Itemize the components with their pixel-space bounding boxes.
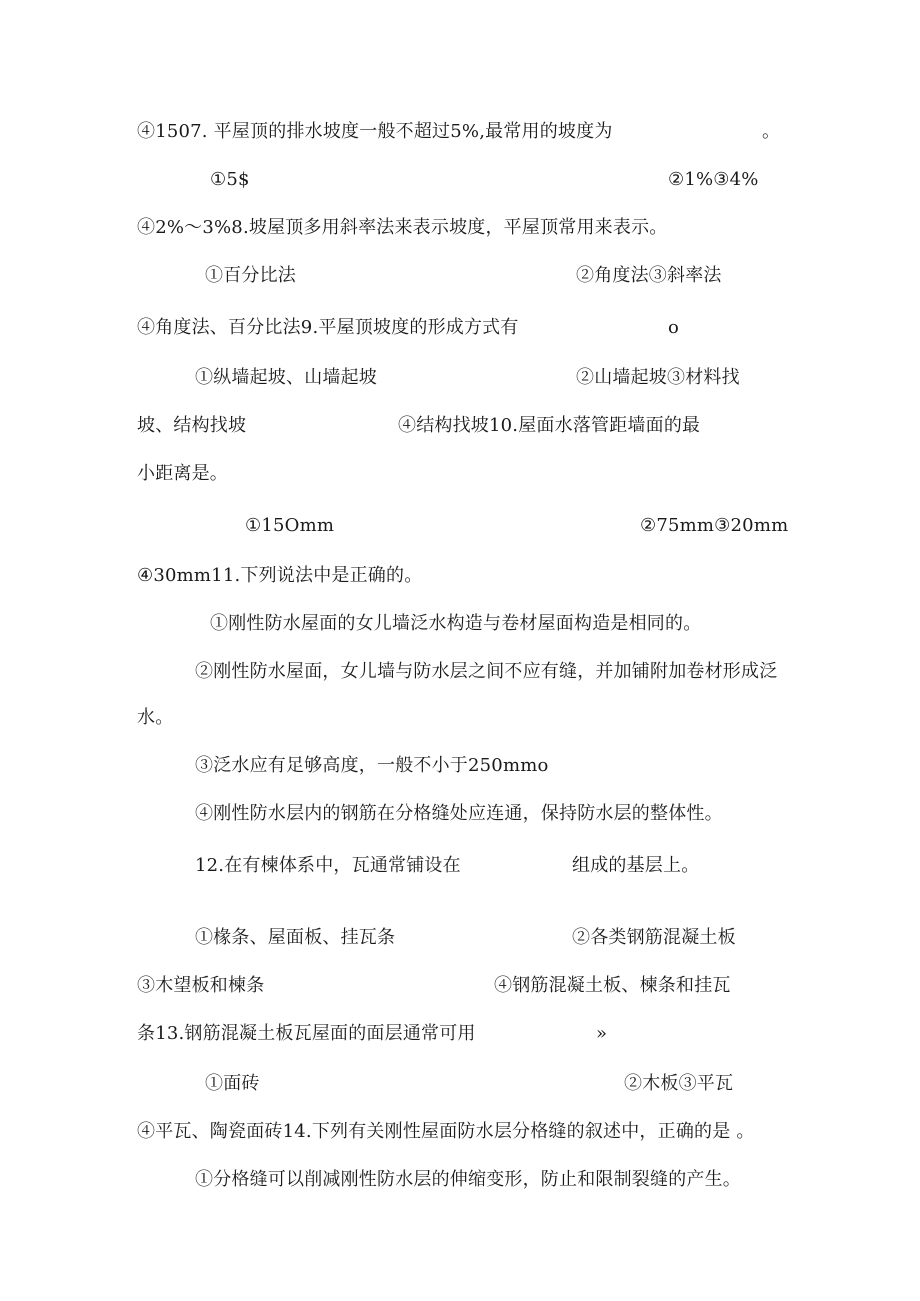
question-9-option-3-cont: 坡、结构找坡 [137,415,247,436]
question-8-options-2-3: ②角度法③斜率法 [576,265,722,286]
question-12-option-4: ④钢筋混凝土板、楝条和挂瓦 [494,975,731,996]
question-10-stem: ④结构找坡10.屋面水落管距墙面的最 [398,415,701,436]
question-8-stem: ④2%～3%8.坡屋顶多用斜率法来表示坡度，平屋顶常用来表示。 [137,217,668,238]
question-14-stem: ④平瓦、陶瓷面砖14.下列有关刚性屋面防水层分格缝的叙述中，正确的是 。 [137,1121,755,1142]
question-13-options-2-3: ②木板③平瓦 [624,1073,734,1094]
question-12-option-1: ①椽条、屋面板、挂瓦条 [195,927,396,948]
question-9-option-1: ①纵墙起坡、山墙起坡 [195,367,377,388]
question-10-option-1: ①15Omm [245,515,335,536]
question-7-stem: ④1507. 平屋顶的排水坡度一般不超过5%,最常用的坡度为 [137,121,613,142]
question-12-option-3: ③木望板和楝条 [137,975,265,996]
question-9-options-2-3: ②山墙起坡③材料找 [576,367,740,388]
question-9-stem: ④角度法、百分比法9.平屋顶坡度的形成方式有 [137,317,519,338]
question-11-option-1: ①刚性防水屋面的女儿墙泛水构造与卷材屋面构造是相同的。 [210,613,702,634]
question-11-option-2-cont: 水。 [137,707,174,728]
question-11-option-2: ②刚性防水屋面，女儿墙与防水层之间不应有缝，并加铺附加卷材形成泛 [195,661,778,682]
question-9-blank-end: o [668,317,680,338]
question-7-option-1: ①5$ [210,169,250,190]
question-7-blank-end: 。 [762,121,781,142]
question-13-option-1: ①面砖 [205,1073,260,1094]
question-13-stem: 条13.钢筋混凝土板瓦屋面的面层通常可用 [137,1023,476,1044]
question-12-option-2: ②各类钢筋混凝土板 [572,927,736,948]
question-11-stem: ④30mm11.下列说法中是正确的。 [137,565,423,586]
question-14-option-1: ①分格缝可以削减刚性防水层的伸缩变形，防止和限制裂缝的产生。 [195,1169,741,1190]
question-13-blank-end: » [596,1023,608,1044]
question-10-options-2-3: ②75mm③20mm [640,515,789,536]
question-12-stem-end: 组成的基层上。 [572,855,700,876]
question-8-option-1: ①百分比法 [205,265,296,286]
question-7-options-2-3: ②1%③4% [668,169,759,190]
question-11-option-3: ③泛水应有足够高度，一般不小于250mmo [195,755,549,776]
question-11-option-4: ④刚性防水层内的钢筋在分格缝处应连通，保持防水层的整体性。 [195,803,723,824]
question-12-stem: 12.在有楝体系中，瓦通常铺设在 [195,855,461,876]
question-10-stem-cont: 小距离是。 [137,463,228,484]
